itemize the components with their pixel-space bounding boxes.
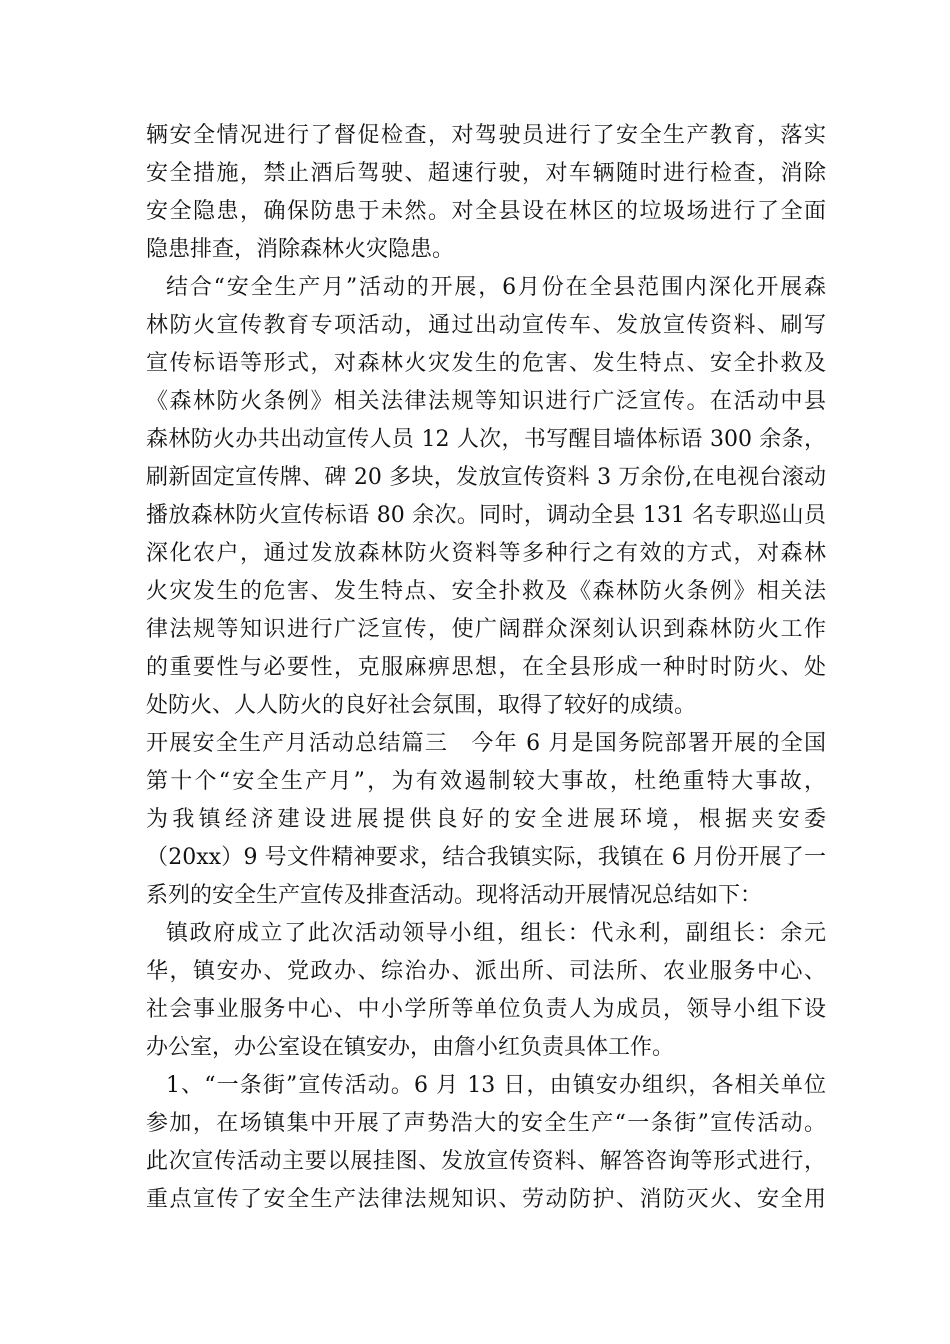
text-line: 系列的安全生产宣传及排查活动。现将活动开展情况总结如下： [146, 883, 763, 908]
text-line: 安全隐患，确保防患于未然。对全县设在林区的垃圾场进行了全面 [146, 199, 826, 224]
text-line: 处防火、人人防火的良好社会氛围，取得了较好的成绩。 [146, 693, 697, 718]
text-line: 安全措施，禁止酒后驾驶、超速行驶，对车辆随时进行检查，消除 [146, 161, 826, 186]
text-line: 华，镇安办、党政办、综治办、派出所、司法所、农业服务中心、 [146, 959, 826, 984]
text-line: 的重要性与必要性，克服麻痹思想，在全县形成一种时时防火、处 [146, 655, 826, 680]
text-line: 播放森林防火宣传标语 80 余次。同时，调动全县 131 名专职巡山员 [146, 503, 826, 528]
text-line: 宣传标语等形式，对森林火灾发生的危害、发生特点、安全扑救及 [146, 351, 826, 376]
text-line: 办公室，办公室设在镇安办，由詹小红负责具体工作。 [146, 1035, 675, 1060]
text-line: 此次宣传活动主要以展挂图、发放宣传资料、解答咨询等形式进行， [146, 1149, 826, 1174]
paragraph-start-line: 镇政府成立了此次活动领导小组，组长：代永利，副组长：余元 [166, 921, 826, 946]
text-line: 重点宣传了安全生产法律法规知识、劳动防护、消防灭火、安全用 [146, 1187, 826, 1212]
paragraph-start-line: 1、“一条街”宣传活动。6 月 13 日，由镇安办组织，各相关单位 [166, 1073, 826, 1098]
text-line: 参加，在场镇集中开展了声势浩大的安全生产“一条街”宣传活动。 [146, 1111, 826, 1136]
text-line: 火灾发生的危害、发生特点、安全扑救及《森林防火条例》相关法 [146, 579, 826, 604]
text-line: 《森林防火条例》相关法律法规等知识进行广泛宣传。在活动中县 [146, 389, 826, 414]
text-line: 森林防火办共出动宣传人员 12 人次，书写醒目墙体标语 300 余条， [146, 427, 826, 452]
text-line: 辆安全情况进行了督促检查，对驾驶员进行了安全生产教育，落实 [146, 123, 826, 148]
text-line: 林防火宣传教育专项活动，通过出动宣传车、发放宣传资料、刷写 [146, 313, 826, 338]
text-line: （20xx）9 号文件精神要求，结合我镇实际，我镇在 6 月份开展了一 [146, 845, 826, 870]
section-heading-line: 开展安全生产月活动总结篇三 今年 6 月是国务院部署开展的全国 [146, 731, 826, 756]
text-line: 为我镇经济建设进展提供良好的安全进展环境，根据夹安委 [146, 807, 826, 832]
text-line: 社会事业服务中心、中小学所等单位负责人为成员，领导小组下设 [146, 997, 826, 1022]
text-line: 第十个“安全生产月”，为有效遏制较大事故，杜绝重特大事故， [146, 769, 826, 794]
text-line: 深化农户，通过发放森林防火资料等多种行之有效的方式，对森林 [146, 541, 826, 566]
text-line: 律法规等知识进行广泛宣传，使广阔群众深刻认识到森林防火工作 [146, 617, 826, 642]
text-line: 隐患排查，消除森林火灾隐患。 [146, 237, 455, 262]
text-line: 刷新固定宣传牌、碑 20 多块，发放宣传资料 3 万余份,在电视台滚动 [146, 465, 826, 490]
paragraph-start-line: 结合“安全生产月”活动的开展，6月份在全县范围内深化开展森 [166, 275, 826, 300]
